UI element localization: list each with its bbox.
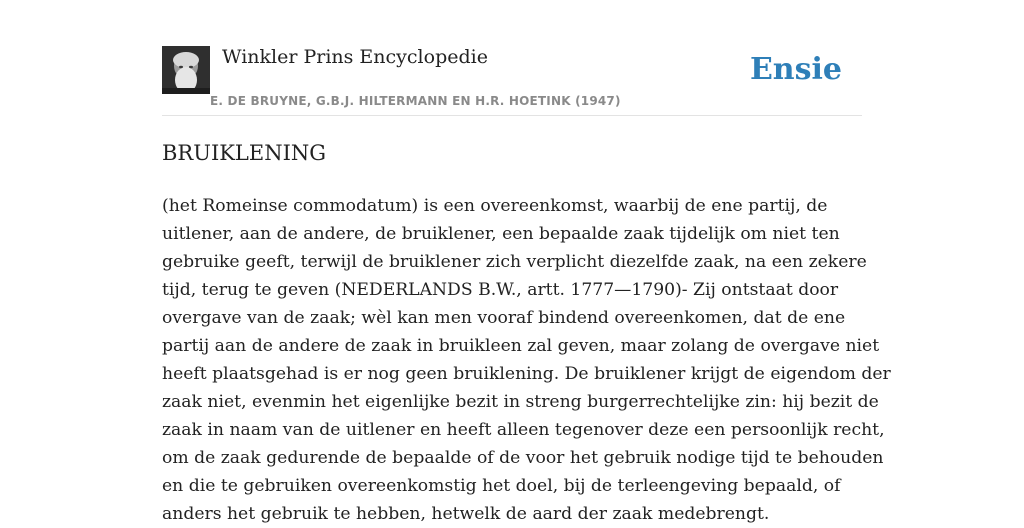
article-line: om de zaak gedurende de bepaalde of de voor het gebruik nodige tijd te behouden	[162, 448, 884, 468]
article-body	[162, 192, 891, 528]
article-line: gebruike geeft, terwijl de bruiklener zich verplicht diezelfde zaak, na een zekere	[162, 252, 867, 272]
article-line: heeft plaatsgehad is er nog geen bruiklening. De bruiklener krijgt de eigendom der	[162, 364, 891, 384]
article-line: zaak niet, evenmin het eigenlijke bezit in streng burgerrechtelijke zin: hij bezit de	[162, 392, 879, 412]
source-authors[interactable]: E. DE BRUYNE, G.B.J. HILTERMANN EN H.R. HOETINK (1947)	[210, 94, 621, 108]
article-line: zaak in naam van de uitlener en heeft alleen tegenover deze een persoonlijk recht,	[162, 420, 885, 440]
article-line: partij aan de andere de zaak in bruikleen zal geven, maar zolang de overgave niet	[162, 336, 880, 356]
source-title[interactable]: Winkler Prins Encyclopedie	[222, 46, 488, 68]
ensie-logo[interactable]: Ensie	[749, 52, 842, 87]
article-line: tijd, terug te geven (NEDERLANDS B.W., artt. 1777—1790)- Zij ontstaat door	[162, 280, 839, 300]
source-header	[162, 46, 862, 116]
portrait-avatar-icon	[162, 46, 210, 94]
article-title: BRUIKLENING	[162, 141, 327, 165]
article-line: uitlener, aan de andere, de bruiklener, een bepaalde zaak tijdelijk om niet ten	[162, 224, 840, 244]
article-line: anders het gebruik te hebben, hetwelk de aard der zaak medebrengt.	[162, 504, 770, 524]
article-line: en die te gebruiken overeenkomstig het doel, bij de terleengeving bepaald, of	[162, 476, 841, 496]
article-line: (het Romeinse commodatum) is een overeenkomst, waarbij de ene partij, de	[162, 196, 828, 216]
article-line: overgave van de zaak; wèl kan men vooraf bindend overeenkomen, dat de ene	[162, 308, 846, 328]
